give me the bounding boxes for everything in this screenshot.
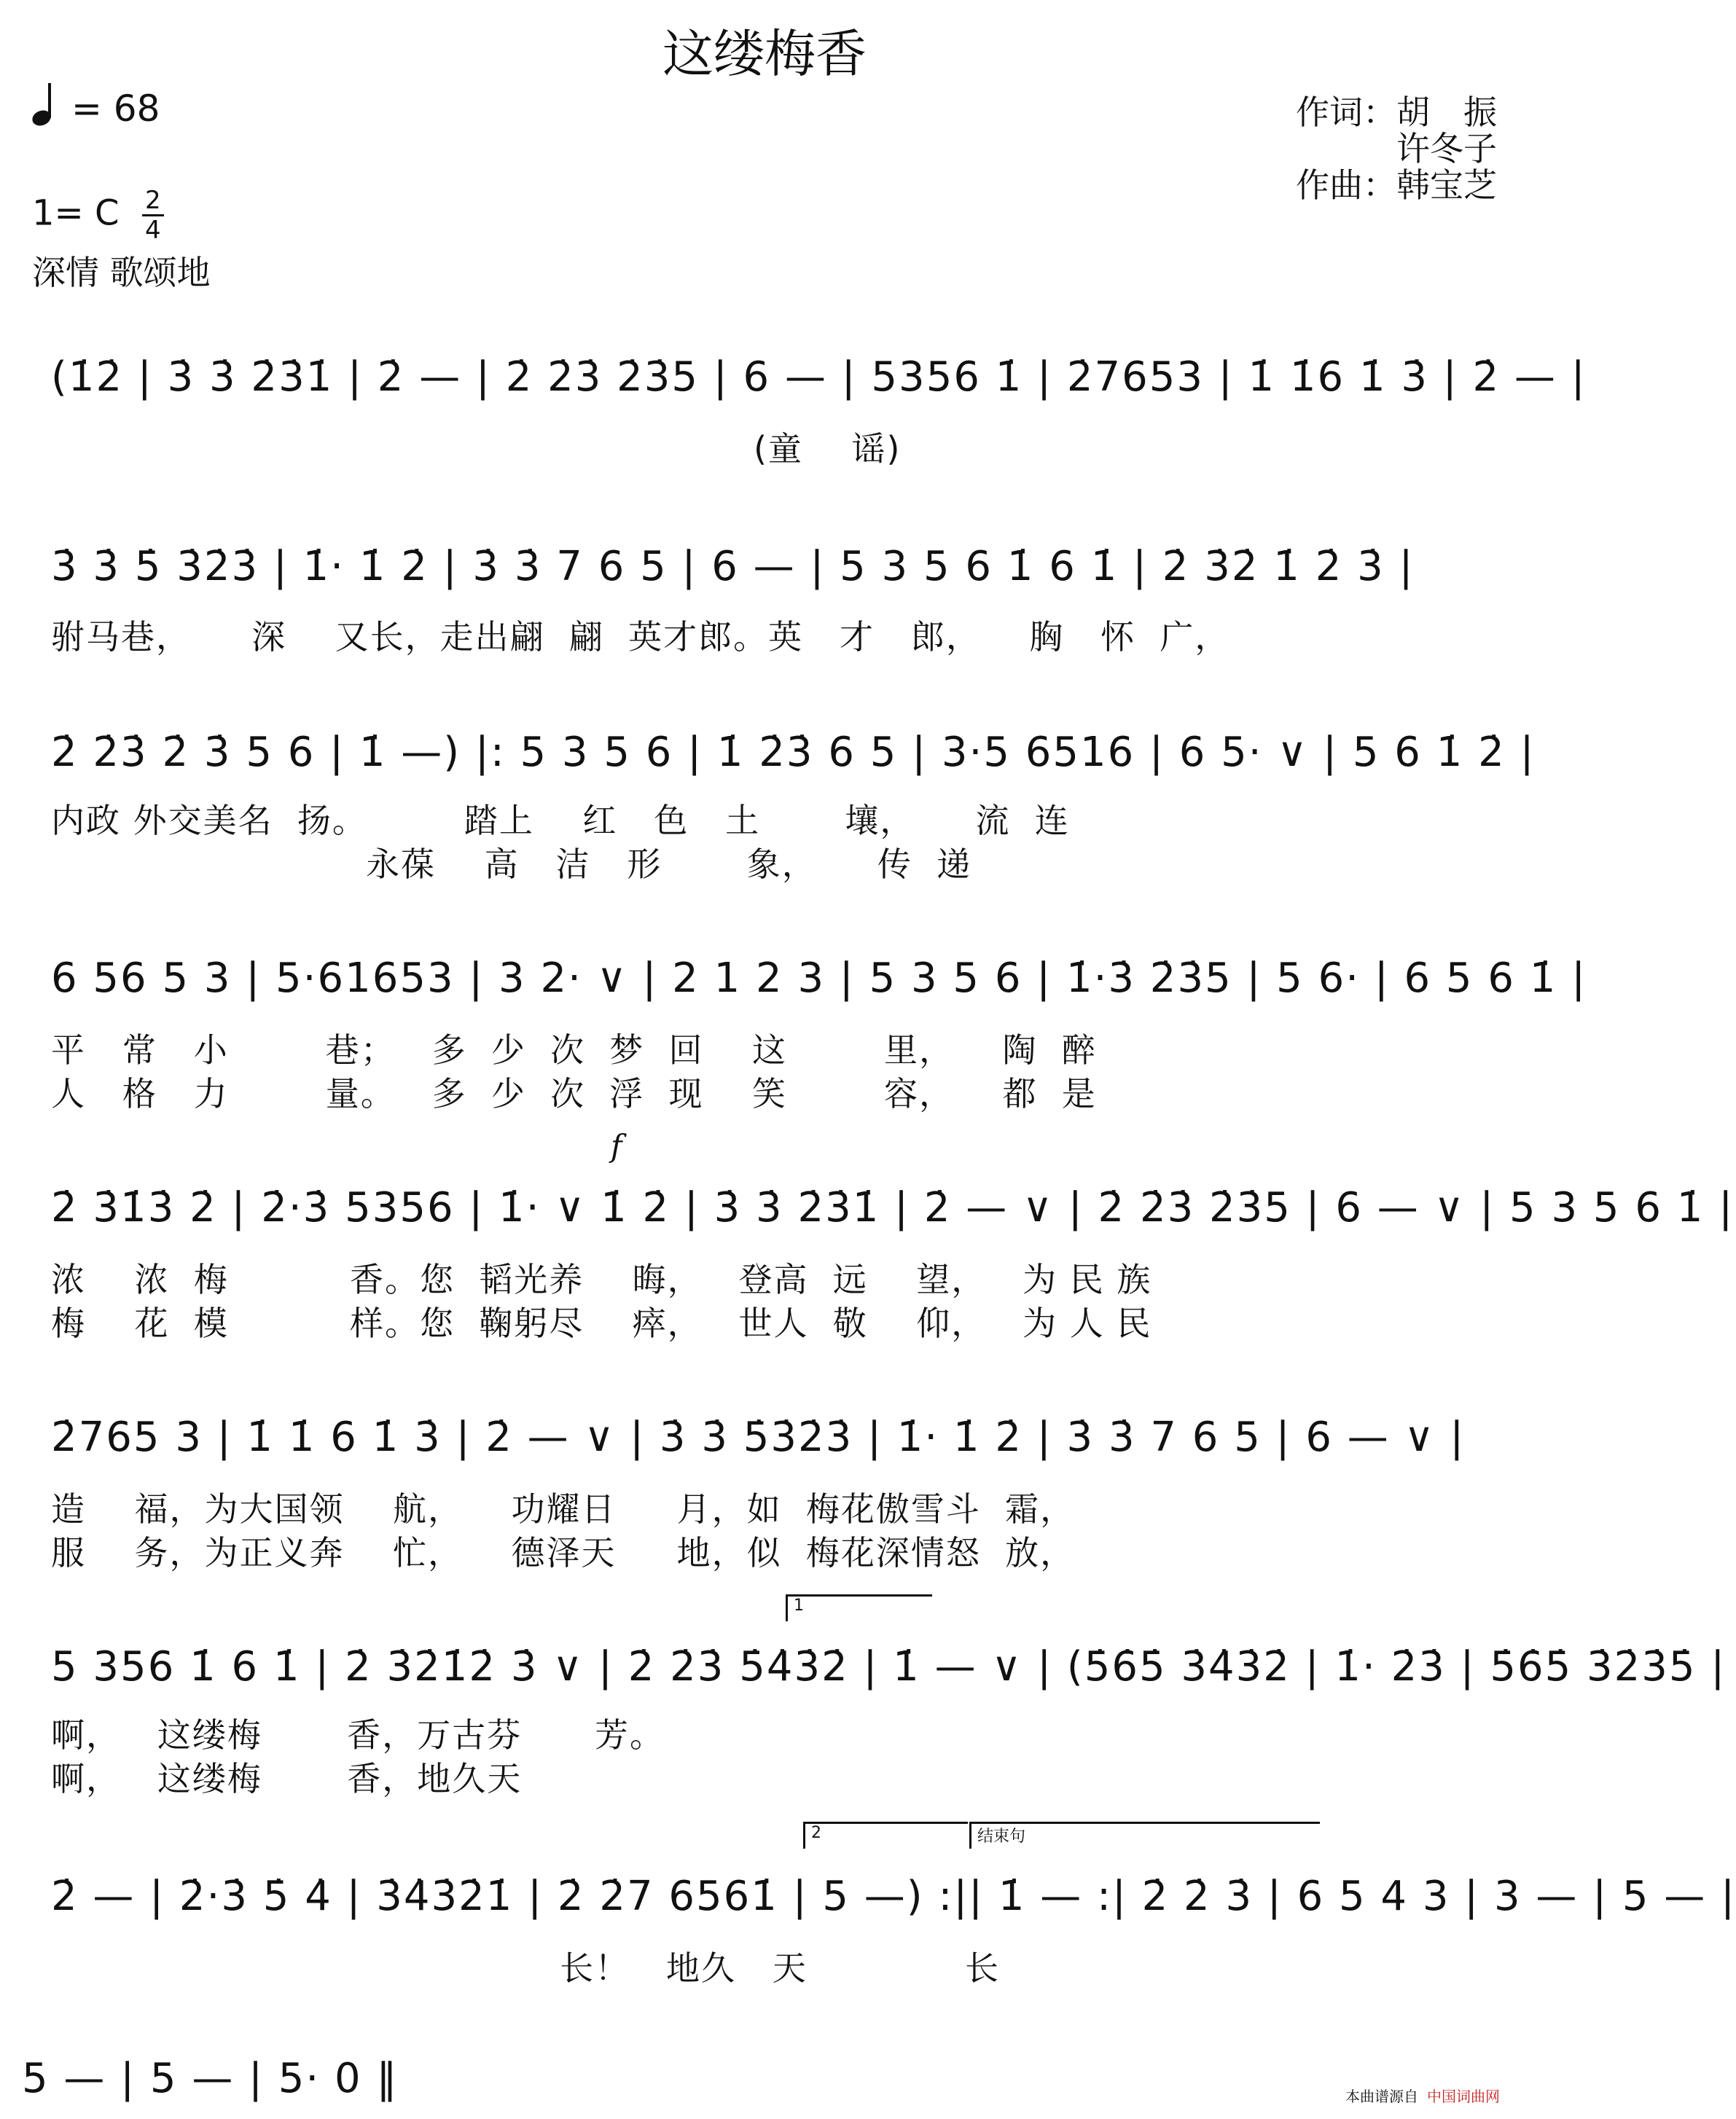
lyric-line-4b: 人 格 力 量。 多 少 次 浮 现 笑 容， 都 是 (51, 1074, 1097, 1113)
tempo-marking (32, 86, 160, 130)
source-footer (1345, 2085, 1500, 2106)
time-top: 2 (144, 186, 161, 215)
time-bottom: 4 (144, 216, 161, 245)
notation-line-6: 2̇765 3 | 1̇ 1̇ 6 1̇ 3̇ | 2̇ — ∨ | 3̇ 3̇ 5̇3̇2̇3̇ | 1̇· 1̇ 2̇ | 3̇ 3̇ 7 6 5 | 6 — ∨ | (51, 1414, 1466, 1461)
footer-site[interactable]: 中国词曲网 (1427, 2088, 1500, 2105)
key-text: 1= C (32, 192, 120, 234)
coda-bracket: 结束句 (969, 1822, 1320, 1849)
notation-line-8: 2̇ — | 2̇·3̇ 5̇ 4̇ | 3̇4̇3̇2̇1̇ | 2̇ 2̇7 6561̇ | 5 —) :|| 1̇ — :| 2̇ 2̇ 3̇ | 6 5 4 3 | 3 — | 5 — | (51, 1873, 1736, 1920)
lyric-line-5a: 浓 浓 梅 香。您 韬光养 晦， 登高 远 望， 为 民 族 (51, 1260, 1152, 1299)
notation-line-1: (1̇2̇ | 3̇ 3̇ 2̇3̇1̇ | 2̇ — | 2̇ 2̇3̇ 2̇3̇5 | 6 — | 5356 1̇ | 2̇7653 | 1̇ 1̇6 1̇ 3̇ | 2̇ — | (51, 353, 1587, 401)
lyric-line-3b: 永葆 高 洁 形 象， 传 递 (51, 845, 972, 884)
first-ending-bracket: 1 (786, 1594, 932, 1621)
lyric-line-7a: 啊， 这缕梅 香，万古芬 芳。 (51, 1715, 665, 1755)
key-signature (32, 188, 164, 243)
lyric-line-8a: 长！ 地久 天 长 (51, 1948, 1000, 1988)
notation-line-2: 3̇ 3̇ 5̇ 3̇2̇3̇ | 1̇· 1̇ 2̇ | 3̇ 3̇ 7 6 5 | 6 — | 5 3 5 6 1̇ 6 1̇ | 2̇ 3̇2̇ 1̇ 2̇ 3̇ | (51, 543, 1415, 590)
page-title: 这缕梅香 (662, 24, 867, 84)
composer-credit: 作曲：韩宝芝 (1296, 165, 1497, 205)
lyric-line-4a: 平 常 小 巷； 多 少 次 梦 回 这 里， 陶 醉 (51, 1030, 1097, 1070)
second-ending-bracket: 2 (803, 1822, 968, 1849)
lyric-line-3a: 内政 外交美名 扬。 踏上 红 色 土 壤， 流 连 (51, 801, 1070, 840)
notation-line-9: 5 — | 5 — | 5· 0 ‖ (22, 2055, 399, 2102)
dynamic-forte: f (611, 1128, 622, 1164)
notation-line-4: 6 56 5 3 | 5·61653 | 3 2· ∨ | 2 1 2 3 | 5 3 5 6 | 1̇·3̇ 2̇3̇5 | 5 6· | 6 5 6 1̇ | (51, 955, 1587, 1002)
notation-line-7: 5 356 1̇ 6 1̇ | 2̇ 3̇2̇1̇2̇ 3̇ ∨ | 2̇ 2̇3̇ 5̇4̇3̇2̇ | 1̇ — ∨ | (5̇6̇5̇ 3̇4̇3̇2̇ | 1̇· 2̇3̇ | 5̇6̇5̇ 3̇2̇3̇5̇ | (51, 1643, 1727, 1691)
lyricist2-credit: 许冬子 (1396, 129, 1497, 168)
time-signature (142, 188, 164, 243)
lyric-line-5b: 梅 花 模 样。您 鞠躬尽 瘁， 世人 敬 仰， 为 人 民 (51, 1304, 1152, 1343)
lyric-line-6a: 造 福，为大国领 航， 功耀日 月，如 梅花傲雪斗 霜， (51, 1489, 1076, 1529)
lyric-line-7b: 啊， 这缕梅 香，地久天 (51, 1759, 523, 1798)
tempo-value: = 68 (71, 87, 160, 130)
quarter-note-icon (32, 86, 54, 125)
lyric-line-2a: 驸马巷， 深 又长，走出翩 翩 英才郎。英 才 郎， 胸 怀 广， (51, 617, 1230, 657)
lyricist-credit: 作词：胡 振 (1296, 93, 1497, 132)
expression-marking: 深情 歌颂地 (32, 253, 211, 292)
lyric-line-6b: 服 务，为正义奔 忙， 德泽天 地，似 梅花深情怒 放， (51, 1533, 1076, 1572)
notation-line-5: 2̇ 3̇1̇3̇ 2̇ | 2̇·3̇ 5356 | 1̇· ∨ 1̇ 2̇ | 3̇ 3̇ 2̇3̇1̇ | 2̇ — ∨ | 2̇ 2̇3̇ 2̇3̇5 | 6 — ∨ | 5 3 5 6 1̇ | (51, 1184, 1735, 1231)
notation-line-3: 2̇ 2̇3̇ 2̇ 3̇ 5 6 | 1̇ —) |: 5 3 5 6 | 1̇ 2̇3̇ 6 5 | 3·5 6516 | 6 5· ∨ | 5 6 1̇ 2̇ | (51, 729, 1536, 776)
footer-source: 本曲谱源自 (1345, 2088, 1418, 2105)
lyric-line-1a: (童 谣) (51, 429, 902, 469)
